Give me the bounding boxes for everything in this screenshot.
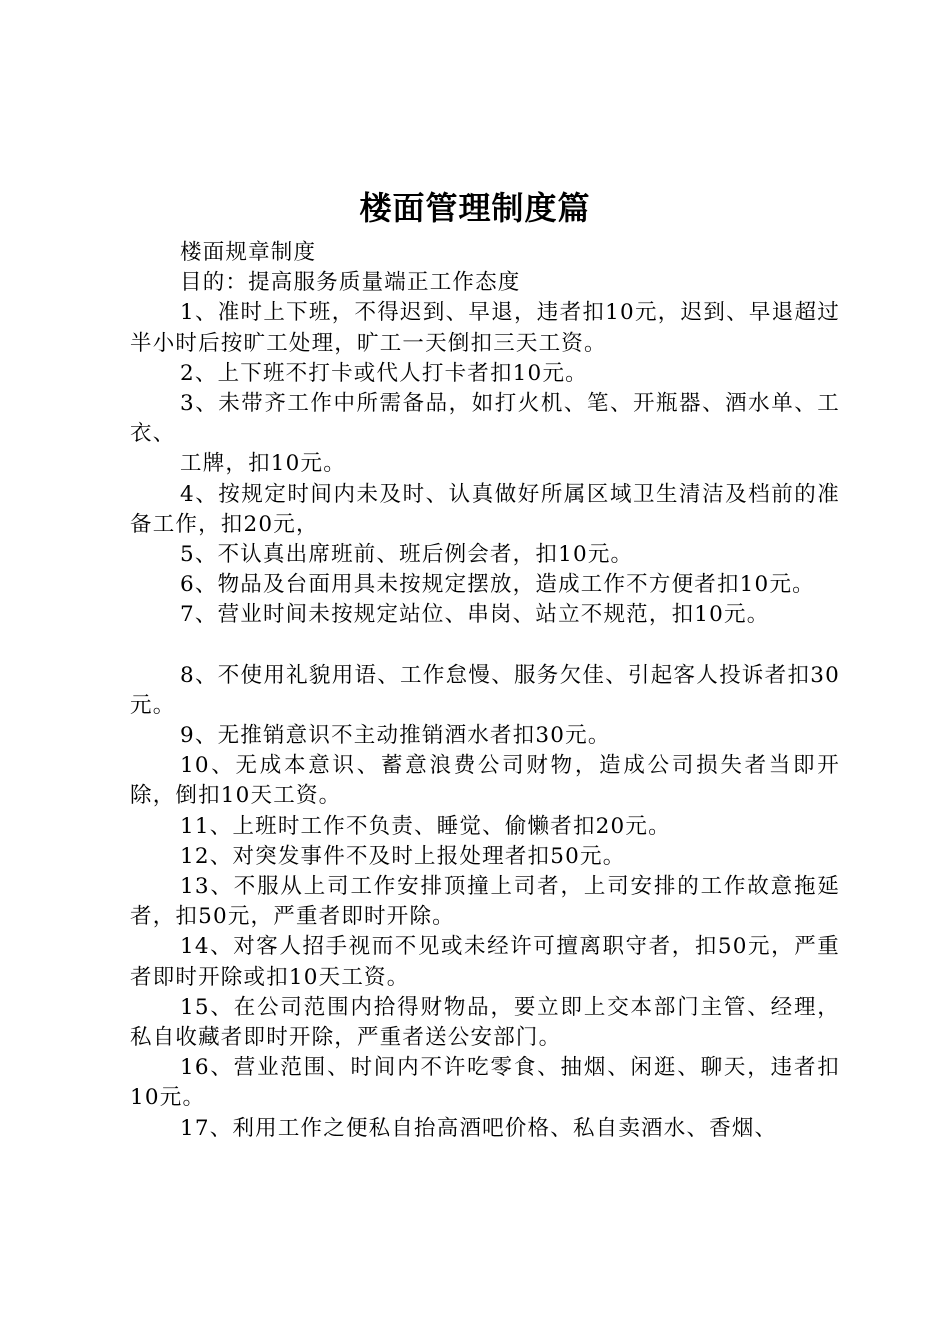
rule-item-13: 13、不服从上司工作安排顶撞上司者，上司安排的工作故意拖延者，扣50元，严重者即时开除。 <box>130 874 840 930</box>
document-title: 楼面管理制度篇 <box>359 189 591 227</box>
rule-item-12: 12、对突发事件不及时上报处理者扣50元。 <box>180 843 626 869</box>
rule-item-4: 4、按规定时间内未及时、认真做好所属区域卫生清洁及档前的准备工作，扣20元， <box>130 481 840 537</box>
rule-item-7: 7、营业时间未按规定站位、串岗、站立不规范，扣10元。 <box>180 602 770 628</box>
rule-item-11: 11、上班时工作不负责、睡觉、偷懒者扣20元。 <box>180 813 671 839</box>
rule-item-14: 14、对客人招手视而不见或未经许可擅离职守者，扣50元，严重者即时开除或扣10天工资。 <box>130 934 840 990</box>
rule-item-8: 8、不使用礼貌用语、工作怠慢、服务欠佳、引起客人投诉者扣30元。 <box>130 662 840 718</box>
paragraph-purpose: 目的：提高服务质量端正工作态度 <box>180 270 521 296</box>
document-body <box>130 238 840 1144</box>
rule-item-16: 16、营业范围、时间内不许吃零食、抽烟、闲逛、聊天，违者扣10元。 <box>130 1055 840 1111</box>
rule-item-15: 15、在公司范围内拾得财物品，要立即上交本部门主管、经理，私自收藏者即时开除，严重者送公安部门。 <box>130 994 840 1051</box>
rule-item-10: 10、无成本意识、蓄意浪费公司财物，造成公司损失者当即开除，倒扣10天工资。 <box>130 753 840 809</box>
rule-item-9: 9、无推销意识不主动推销酒水者扣30元。 <box>180 723 611 749</box>
rule-item-6: 6、物品及台面用具未按规定摆放，造成工作不方便者扣10元。 <box>180 572 815 598</box>
rule-item-3: 3、未带齐工作中所需备品，如打火机、笔、开瓶器、酒水单、工衣、 <box>130 391 840 447</box>
rule-item-5: 5、不认真出席班前、班后例会者，扣10元。 <box>180 542 634 568</box>
rule-item-1: 1、准时上下班，不得迟到、早退，违者扣10元，迟到、早退超过半小时后按旷工处理，旷工一天倒扣三天工资。 <box>130 300 840 356</box>
rule-item-3-continued: 工牌，扣10元。 <box>180 451 346 477</box>
paragraph-heading: 楼面规章制度 <box>180 240 317 265</box>
rule-item-17: 17、利用工作之便私自抬高酒吧价格、私自卖酒水、香烟、 <box>180 1115 778 1141</box>
rule-item-2: 2、上下班不打卡或代人打卡者扣10元。 <box>180 360 588 386</box>
